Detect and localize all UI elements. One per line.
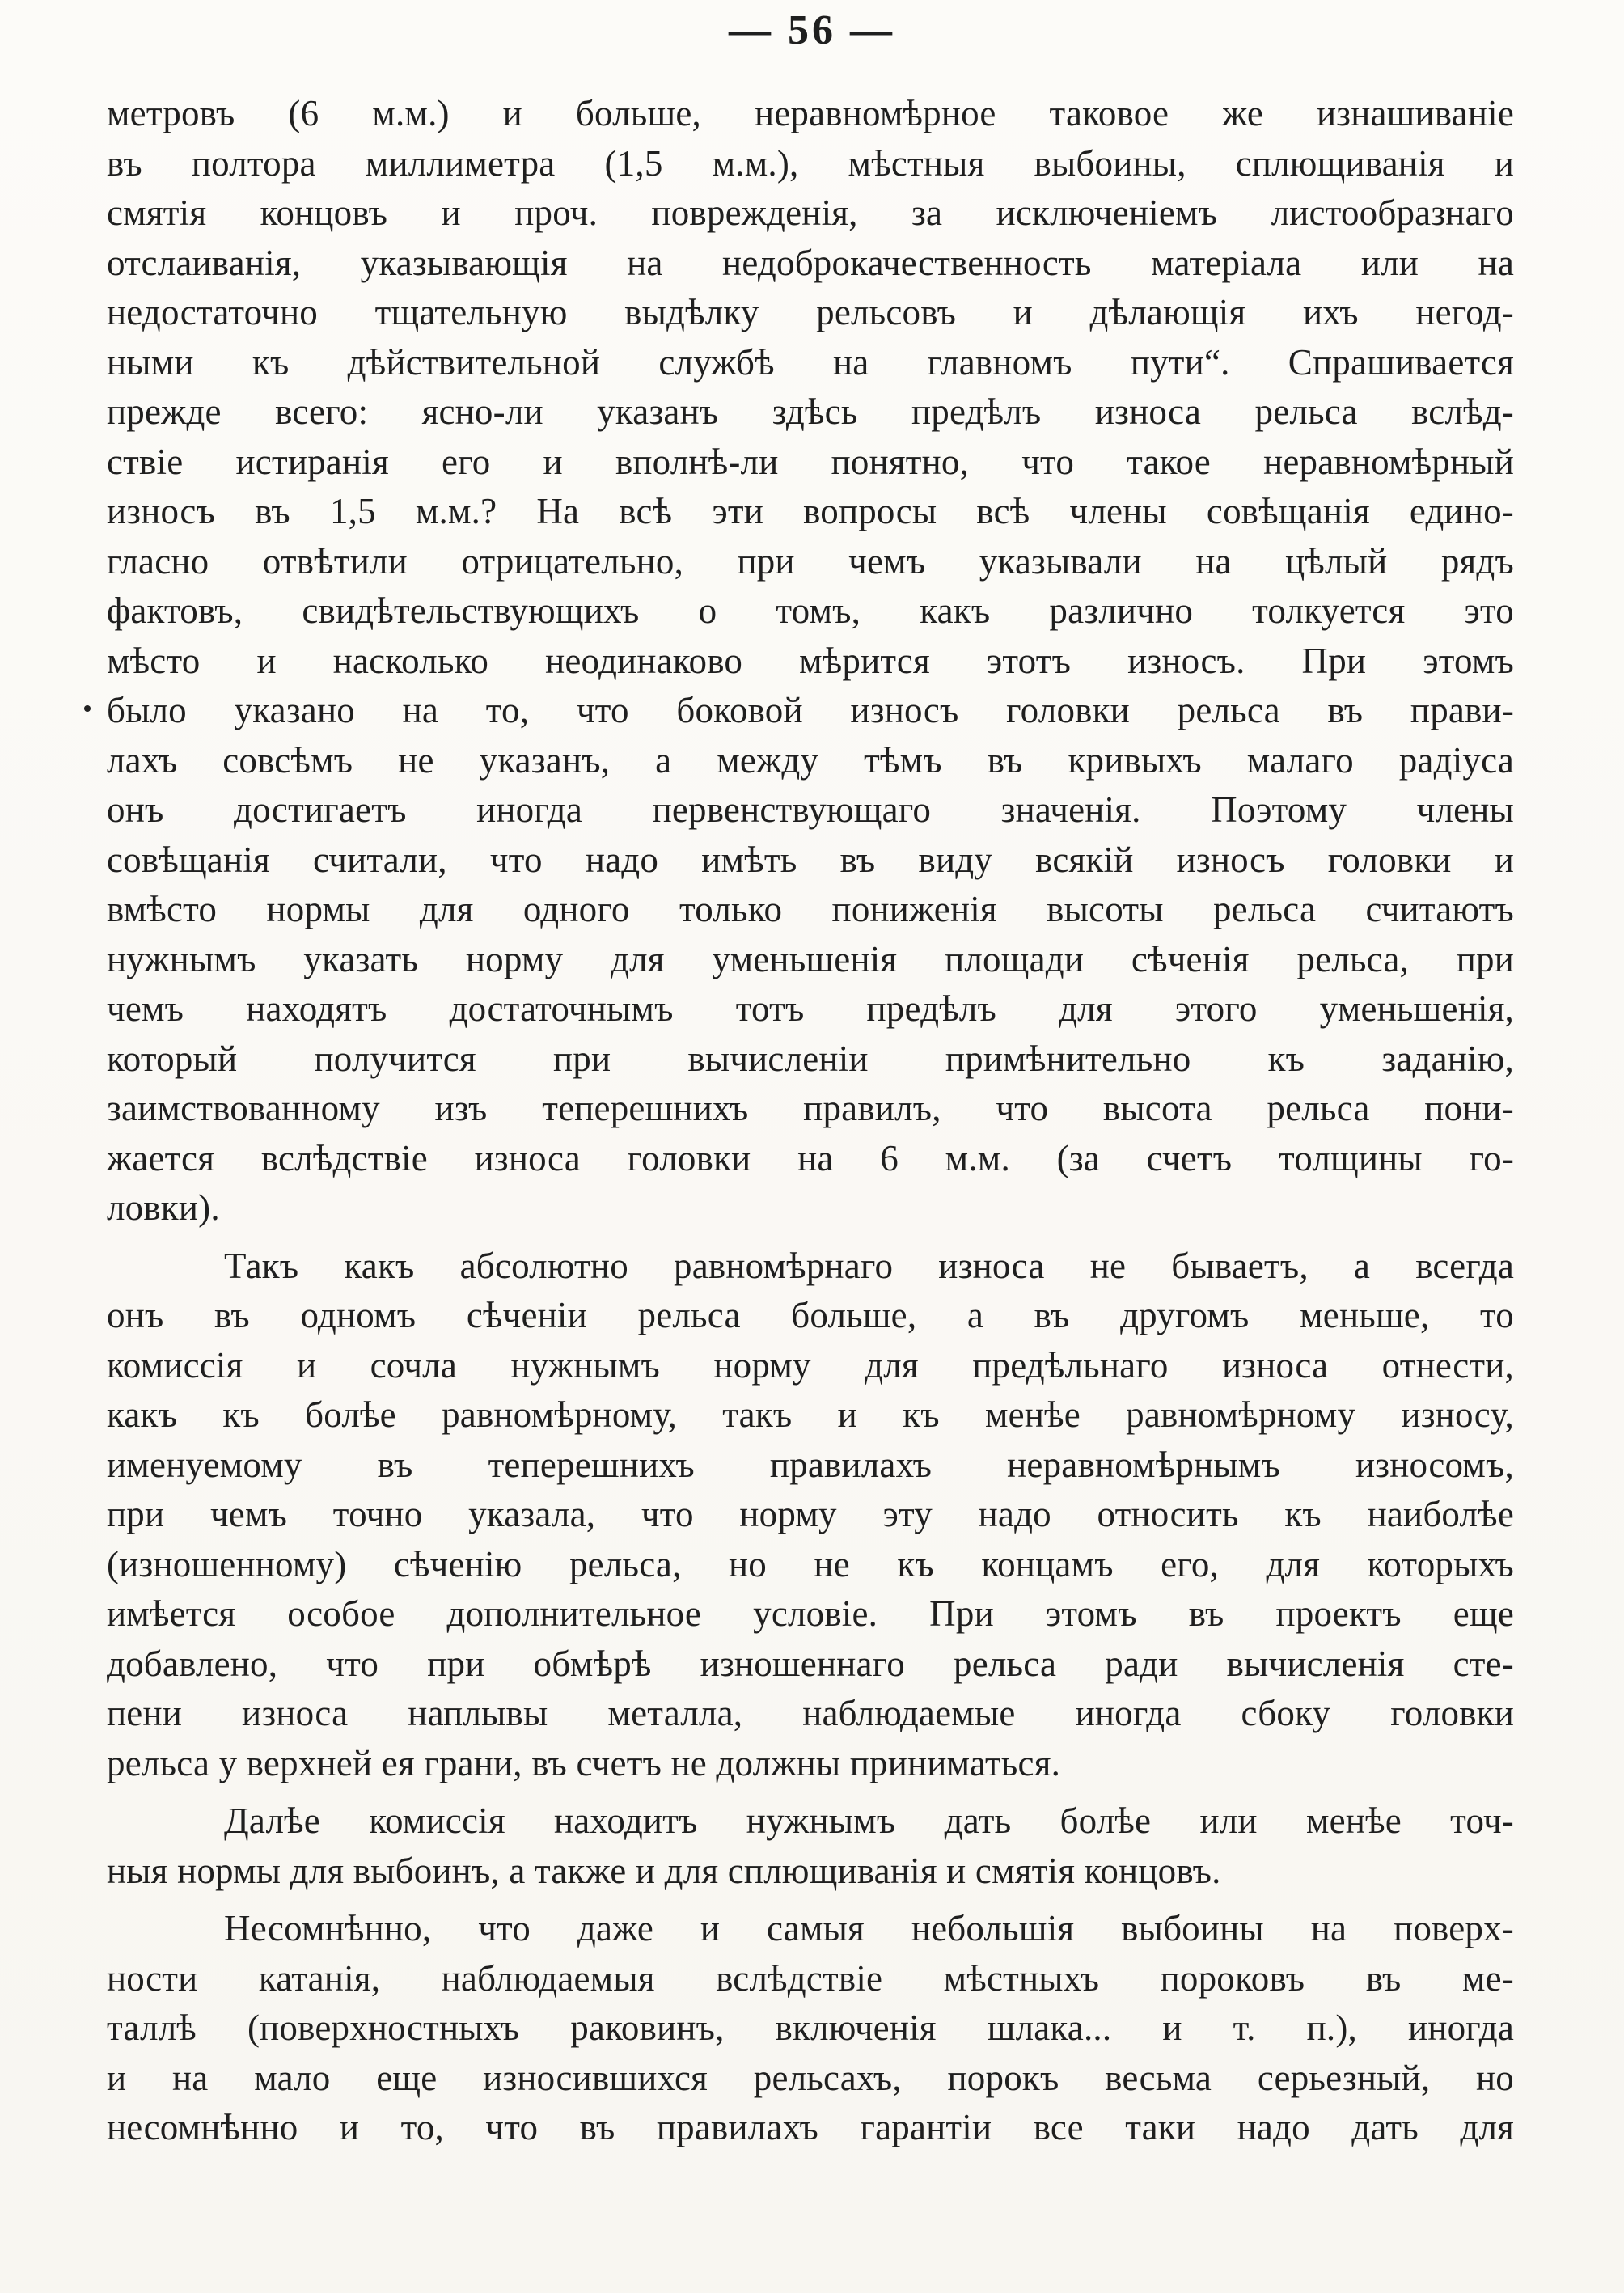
text-line: именуемому въ теперешнихъ правилахъ неравномѣрнымъ износомъ, [107, 1444, 1514, 1485]
text-line: лахъ совсѣмъ не указанъ, а между тѣмъ въ кривыхъ малаго радiуса [107, 739, 1514, 781]
text-line: комиссiя и сочла нужнымъ норму для предѣльнаго износа отнести, [107, 1344, 1514, 1386]
text-line: вмѣсто нормы для одного только пониженiя высоты рельса считаютъ [107, 889, 1514, 929]
text-line: чемъ находятъ достаточнымъ тотъ предѣлъ для этого уменьшенiя, [107, 988, 1514, 1029]
text-line: несомнѣнно и то, что въ правилахъ гарантiи все таки надо дать для [107, 2107, 1514, 2147]
text-line: ствiе истиранiя его и вполнѣ-ли понятно, что такое неравномѣрный [107, 441, 1514, 482]
text-line: совѣщанiя считали, что надо имѣть въ виду всякiй износъ головки и [107, 839, 1514, 880]
text-line: ными къ дѣйствительной службѣ на главномъ пути“. Спрашивается [107, 341, 1514, 383]
text-line: метровъ (6 м.м.) и больше, неравномѣрное таковое же изнашиванiе [107, 93, 1514, 133]
text-line: онъ достигаетъ иногда первенствующаго значенiя. Поэтому члены [107, 789, 1514, 830]
text-line: таллѣ (поверхностныхъ раковинъ, включенiя шлака... и т. п.), иногда [107, 2007, 1514, 2048]
paragraph-gap [107, 1788, 1514, 1796]
text-line: Далѣе комиссiя находитъ нужнымъ дать болѣе или менѣе точ- [224, 1800, 1514, 1841]
text-line: гласно отвѣтили отрицательно, при чемъ указывали на цѣлый рядъ [107, 540, 1514, 582]
text-line: пени износа наплывы металла, наблюдаемые иногда сбоку головки [107, 1693, 1514, 1733]
text-line: добавлено, что при обмѣрѣ изношеннаго рельса ради вычисленiя сте- [107, 1643, 1514, 1684]
paragraph-gap [107, 1233, 1514, 1242]
text-line: въ полтора миллиметра (1,5 м.м.), мѣстныя выбоины, сплющиванiя и [107, 142, 1514, 184]
text-line: Несомнѣнно, что даже и самыя небольшiя выбоины на поверх- [224, 1908, 1514, 1948]
text-line: ловки). [107, 1187, 220, 1228]
text-line: жается вслѣдствiе износа головки на 6 м.м. (за счетъ толщины го- [107, 1137, 1514, 1178]
text-line: и на мало еще износившихся рельсахъ, порокъ весьма серьезный, но [107, 2057, 1514, 2098]
text-line: рельса у верхней ея грани, въ счетъ не должны приниматься. [107, 1742, 1061, 1783]
text-line: фактовъ, свидѣтельствующихъ о томъ, какъ различно толкуется это [107, 590, 1514, 631]
text-line: который получится при вычисленiи примѣнительно къ заданiю, [107, 1038, 1514, 1079]
text-line: онъ въ одномъ сѣченiи рельса больше, а въ другомъ меньше, то [107, 1295, 1514, 1335]
body-text [107, 89, 1514, 2153]
text-line: износъ въ 1,5 м.м.? На всѣ эти вопросы всѣ члены совѣщанiя едино- [107, 491, 1514, 531]
text-line: имѣется особое дополнительное условiе. При этомъ въ проектъ еще [107, 1593, 1514, 1634]
text-line: ныя нормы для выбоинъ, а также и для сплющиванiя и смятiя концовъ. [107, 1850, 1221, 1891]
text-line: при чемъ точно указала, что норму эту надо относить къ наиболѣе [107, 1494, 1514, 1534]
text-line: недостаточно тщательную выдѣлку рельсовъ и дѣлающiя ихъ негод- [107, 292, 1514, 332]
text-line: ности катанiя, наблюдаемыя вслѣдствiе мѣстныхъ пороковъ въ ме- [107, 1957, 1514, 1999]
text-line: прежде всего: ясно-ли указанъ здѣсь предѣлъ износа рельса вслѣд- [107, 391, 1514, 432]
text-line: заимствованному изъ теперешнихъ правилъ, что высота рельса пони- [107, 1088, 1514, 1128]
text-line: какъ къ болѣе равномѣрному, такъ и къ менѣе равномѣрному износу, [107, 1394, 1514, 1435]
text-line: было указано на то, что боковой износъ головки рельса въ прави- [107, 690, 1514, 730]
paragraph-gap [107, 1896, 1514, 1904]
text-line: отслаиванiя, указывающiя на недоброкачественность матерiала или на [107, 242, 1514, 283]
text-line: (изношенному) сѣченiю рельса, но не къ концамъ его, для которыхъ [107, 1543, 1514, 1584]
ink-dot [84, 705, 91, 712]
text-line: мѣсто и насколько неодинаково мѣрится этотъ износъ. При этомъ [107, 640, 1514, 681]
text-line: Такъ какъ абсолютно равномѣрнаго износа не бываетъ, а всегда [224, 1245, 1514, 1286]
text-line: смятiя концовъ и проч. поврежденiя, за исключенiемъ листообразнаго [107, 192, 1514, 233]
text-line: нужнымъ указать норму для уменьшенiя площади сѣченiя рельса, при [107, 938, 1514, 979]
page-number: — 56 — [729, 7, 895, 53]
